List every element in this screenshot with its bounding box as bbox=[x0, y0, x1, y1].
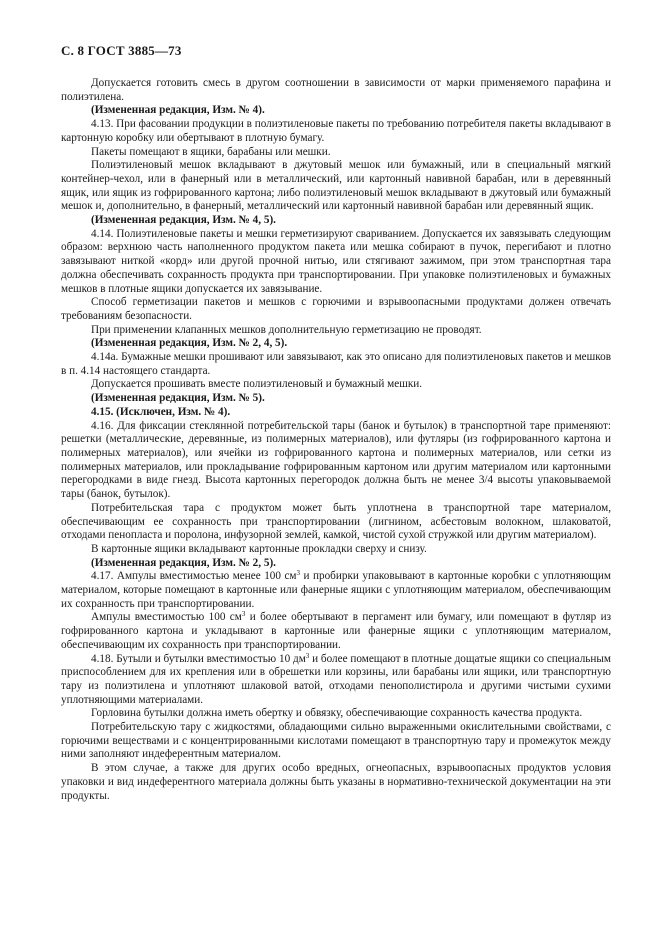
paragraph bbox=[61, 653, 611, 708]
paragraph: При применении клапанных мешков дополнительную герметизацию не проводят. bbox=[91, 323, 482, 336]
superscript: 3 bbox=[296, 569, 301, 578]
revision-note: 4.15. (Исключен, Изм. № 4). bbox=[91, 405, 231, 418]
paragraph: Потребительская тара с продуктом может быть уплотнена в транспортной таре материалом, обеспечивающим ее сохранность при транспортировании (лигнином, асбестовым волокном, шлаковатой, отходами пенопласта и поролона, инфузорной землей, камкой, чистой сухой стружкой или другим материалом). bbox=[61, 501, 611, 542]
paragraph: Способ герметизации пакетов и мешков с горючими и взрывоопасными продуктами должен отвечать требованиям безопасности. bbox=[61, 296, 611, 322]
paragraph: В этом случае, а также для других особо вредных, огнеопасных, взрывоопасных продуктов условия упаковки и вид индеферентного материала должны быть указаны в нормативно-технической документации на эти продукты. bbox=[61, 762, 611, 802]
paragraph-text: 4.18. Бутыли и бутылки вместимостью 10 дм bbox=[91, 652, 306, 665]
superscript: 3 bbox=[241, 610, 246, 619]
paragraph: 4.14. Полиэтиленовые пакеты и мешки герметизируют свариванием. Допускается их завязывать следующим образом: верхнюю часть наполненного продуктом пакета или мешка собирают в пучок, перегибают и плотно завязывают ниткой «корд» или другой прочной нитью, или стягивают зажимом, при этом транспортная тара должна обеспечивать сохранность продукта при транспортировании. При упаковке полиэтиленовых и бумажных мешков в плотные ящики допускается их завязывание. bbox=[61, 227, 611, 295]
paragraph: Полиэтиленовый мешок вкладывают в джутовый мешок или бумажный, или в специальный мягкий контейнер-чехол, или в фанерный или в металлический, или картонный навивной барабан, или в деревянный ящик, или ящик из гофрированного картона; либо полиэтиленовый мешок вкладывают в джутовый или бумажный мешок и, дополнительно, в фанерный, металлический или картонный навивной барабан или деревянный ящик. bbox=[61, 159, 611, 213]
paragraph: Допускается готовить смесь в другом соотношении в зависимости от марки применяемого парафина и полиэтилена. bbox=[61, 77, 611, 103]
revision-note: (Измененная редакция, Изм. № 4). bbox=[91, 104, 265, 117]
paragraph: Допускается прошивать вместе полиэтиленовый и бумажный мешки. bbox=[91, 378, 423, 391]
paragraph: Горловина бутылки должна иметь обертку и обвязку, обеспечивающие сохранность качества продукта. bbox=[91, 707, 583, 720]
paragraph bbox=[61, 570, 611, 611]
revision-note: (Измененная редакция, Изм. № 4, 5). bbox=[91, 214, 276, 227]
superscript: 3 bbox=[305, 651, 310, 660]
paragraph bbox=[61, 611, 611, 652]
paragraph: 4.13. При фасовании продукции в полиэтиленовые пакеты по требованию потребителя пакеты вкладывают в картонную коробку или обертывают в плотную бумагу. bbox=[61, 118, 611, 144]
page-header: С. 8 ГОСТ 3885—73 bbox=[61, 43, 182, 58]
paragraph-text: и более помещают в плотные дощатые ящики со специальным приспособлением для их крепления или в обрешетки или корзины, или барабаны или ящики, или транспортную тару из полиэтилена и уплотняют шлаковой ватой, отходами пенополистирола и другими чистыми сухими уплотняющими материалами. bbox=[61, 652, 611, 706]
revision-note: (Измененная редакция, Изм. № 2, 4, 5). bbox=[91, 337, 288, 350]
paragraph-text: и пробирки упаковывают в картонные коробки с уплотняющим материалом, которые помещают в картонные или фанерные ящики с уплотняющим материалом, обеспечивающим их сохранность при транспортировании. bbox=[61, 570, 611, 610]
paragraph-text: и более обертывают в пергамент или бумагу, или помещают в футляр из гофрированного картона и укладывают в картонные или фанерные ящики с уплотняющим материалом, обеспечивающим их сохранность при транспортировании. bbox=[61, 611, 611, 651]
paragraph: 4.16. Для фиксации стеклянной потребительской тары (банок и бутылок) в транспортной таре применяют: решетки (металлические, деревянные, из полимерных материалов), или футляры (из гофрированного картона и полимерных материалов), или ячейки из гофрированного картона и полимерных материалов, или сетки из полимерных материалов, или прокладывание гофрированным картоном или другим материалом или картонными перегородками в виде гнезд. Высота картонных перегородок должна быть не менее 3/4 высоты упаковываемой тары (банок, бутылок). bbox=[61, 419, 611, 501]
document-body bbox=[61, 77, 611, 803]
paragraph: Потребительскую тару с жидкостями, обладающими сильно выраженными окислительными свойствами, с горючими веществами и с концентрированными кислотами помещают в транспортную тару и промежуток между ними заполняют индеферентным материалом. bbox=[61, 721, 611, 761]
paragraph: 4.14а. Бумажные мешки прошивают или завязывают, как это описано для полиэтиленовых пакетов и мешков в п. 4.14 настоящего стандарта. bbox=[61, 351, 611, 377]
paragraph-text: 4.17. Ампулы вместимостью менее 100 см bbox=[91, 570, 297, 583]
paragraph-text: Ампулы вместимостью 100 см bbox=[91, 611, 242, 624]
paragraph: В картонные ящики вкладывают картонные прокладки сверху и снизу. bbox=[91, 542, 427, 555]
paragraph: Пакеты помещают в ящики, барабаны или мешки. bbox=[91, 145, 331, 158]
revision-note: (Измененная редакция, Изм. № 2, 5). bbox=[91, 556, 276, 569]
revision-note: (Измененная редакция, Изм. № 5). bbox=[91, 392, 265, 405]
